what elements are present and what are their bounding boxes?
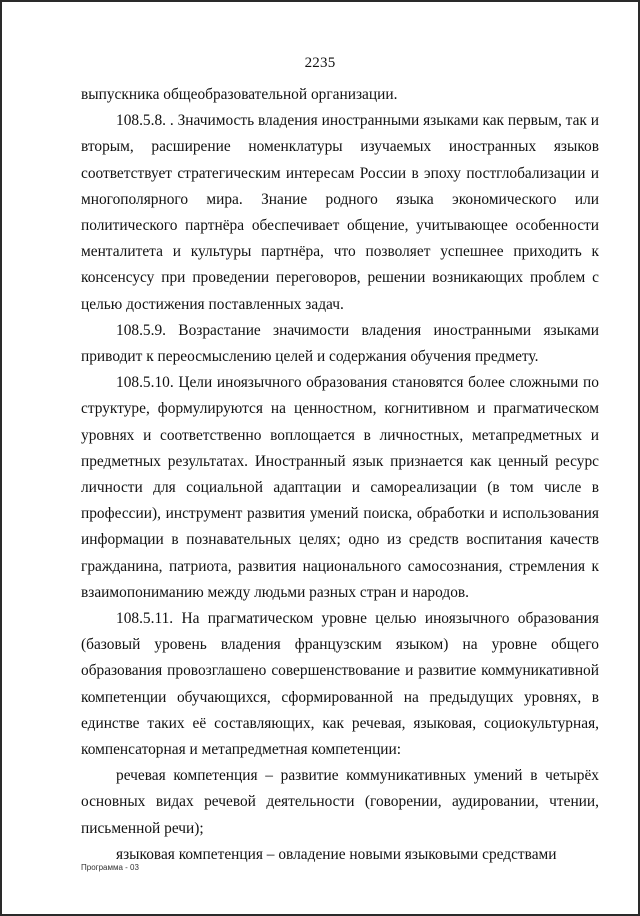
- paragraph-108-5-8: 108.5.8. . Значимость владения иностранными языками как первым, так и вторым, расширение номенклатуры изучаемых иностранных языков соответствует стратегическим интересам России в эпоху постглобализации и многополярного мира. Знание родного языка экономического или политического партнёра обеспечивает общение, учитывающее особенности менталитета и культуры партнёра, что позволяет успешнее приходить к консенсусу при проведении переговоров, решении возникающих проблем с целью достижения поставленных задач.: [81, 112, 599, 313]
- document-body: [81, 82, 599, 868]
- paragraph-108-5-10: 108.5.10. Цели иноязычного образования становятся более сложными по структуре, формулируются на ценностном, когнитивном и прагматическом уровнях и соответственно воплощается в личностных, метапредметных и предметных результатах. Иностранный язык признается как ценный ресурс личности для социальной адаптации и самореализации (в том числе в профессии), инструмент развития умений поиска, обработки и использования информации в познавательных целях; одно из средств воспитания качеств гражданина, патриота, развития национального самосознания, стремления к взаимопониманию между людьми разных стран и народов.: [81, 374, 599, 601]
- paragraph-108-5-11: 108.5.11. На прагматическом уровне целью иноязычного образования (базовый уровень владения французским языком) на уровне общего образования провозглашено совершенствование и развитие коммуникативной компетенции обучающихся, сформированной на предыдущих уровнях, в единстве таких её составляющих, как речевая, языковая, социокультурная, компенсаторная и метапредметная компетенции:: [81, 610, 599, 759]
- paragraph-language-competence: языковая компетенция – овладение новыми языковыми средствами: [116, 845, 557, 863]
- footer-program-label: Программа - 03: [81, 863, 139, 872]
- paragraph-speech-competence: речевая компетенция – развитие коммуникативных умений в четырёх основных видах речевой деятельности (говорении, аудировании, чтении, письменной речи);: [81, 767, 599, 837]
- page-number: 2235: [304, 55, 336, 71]
- paragraph-108-5-9: 108.5.9. Возрастание значимости владения иностранными языками приводит к переосмыслению целей и содержания обучения предмету.: [81, 321, 599, 366]
- paragraph-continuation: выпускника общеобразовательной организации.: [81, 86, 398, 103]
